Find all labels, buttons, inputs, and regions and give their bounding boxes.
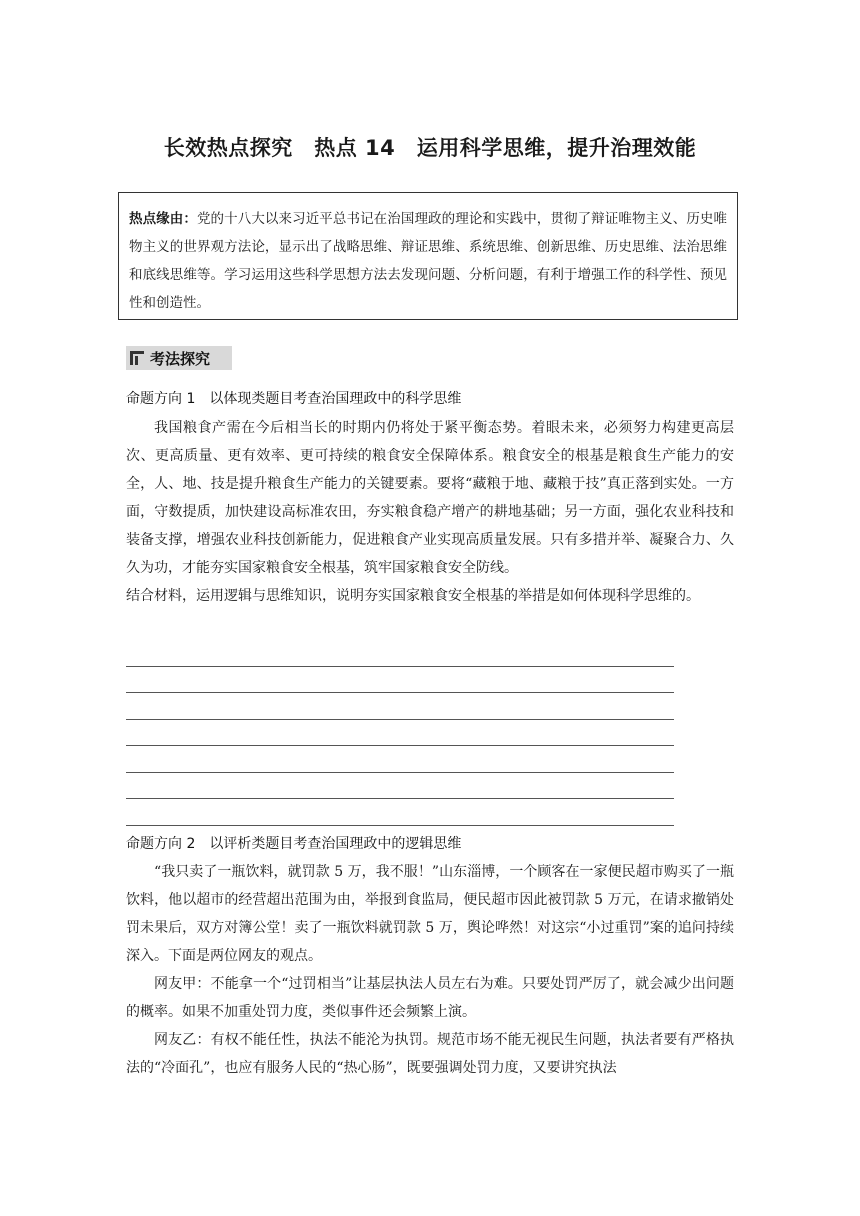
answer-line[interactable] (126, 720, 674, 747)
answer-line[interactable] (126, 640, 674, 667)
direction1-question: 结合材料，运用逻辑与思维知识，说明夯实国家粮食安全根基的举措是如何体现科学思维的。 (126, 588, 700, 604)
section-header (126, 346, 232, 370)
direction1-heading: 命题方向 1 以体现类题目考查治国理政中的科学思维 (126, 391, 462, 407)
direction2-heading: 命题方向 2 以评析类题目考查治国理政中的逻辑思维 (126, 836, 462, 852)
answer-line[interactable] (126, 799, 674, 826)
answer-line[interactable] (126, 773, 674, 800)
page-title: 长效热点探究 热点 14 运用科学思维，提升治理效能 (163, 136, 697, 160)
section-header-label: 考法探究 (150, 349, 211, 368)
hotspot-reason-text: 党的十八大以来习近平总书记在治国理政的理论和实践中，贯彻了辩证唯物主义、历史唯物主义的世界观方法论，显示出了战略思维、辩证思维、系统思维、创新思维、历史思维、法治思维和底线思维等。学习运用这些科学思想方法去发现问题、分析问题，有利于增强工作的科学性、预见性和创造性。 (129, 211, 728, 311)
hotspot-reason-box (118, 192, 738, 320)
direction2-body: “我只卖了一瓶饮料，就罚款 5 万，我不服！”山东淄博，一个顾客在一家便民超市购买了一瓶饮料，他以超市的经营超出范围为由，举报到食监局，便民超市因此被罚款 5 万元，在请求撤销处罚未果后，双方对簿公堂！卖了一瓶饮料就罚款 5 万，舆论哗然！对这宗“小过重罚”案的追问持续深入。下面是两位网友的观点。 (126, 864, 734, 964)
hotspot-reason-lead: 热点缘由： (129, 211, 197, 227)
netizen-a-opinion: 网友甲：不能拿一个“过罚相当”让基层执法人员左右为难。只要处罚严厉了，就会减少出问题的概率。如果不加重处罚力度，类似事件还会频繁上演。 (126, 976, 734, 1020)
direction1-body: 我国粮食产需在今后相当长的时期内仍将处于紧平衡态势。着眼未来，必须努力构建更高层次、更高质量、更有效率、更可持续的粮食安全保障体系。粮食安全的根基是粮食生产能力的安全，人、地、技是提升粮食生产能力的关键要素。要将“藏粮于地、藏粮于技”真正落到实处。一方面，守数提质，加快建设高标准农田，夯实粮食稳产增产的耕地基础；另一方面，强化农业科技和装备支撑，增强农业科技创新能力，促进粮食产业实现高质量发展。只有多措并举、凝聚合力、久久为功，才能夯实国家粮食安全根基，筑牢国家粮食安全防线。 (126, 420, 734, 576)
section-marker-icon (130, 351, 144, 365)
answer-line[interactable] (126, 667, 674, 694)
netizen-b-opinion: 网友乙：有权不能任性，执法不能沦为执罚。规范市场不能无视民生问题，执法者要有严格执法的“冷面孔”，也应有服务人民的“热心肠”，既要强调处罚力度，又要讲究执法 (126, 1032, 734, 1076)
answer-line[interactable] (126, 746, 674, 773)
answer-line[interactable] (126, 693, 674, 720)
answer-lines[interactable] (126, 640, 674, 826)
